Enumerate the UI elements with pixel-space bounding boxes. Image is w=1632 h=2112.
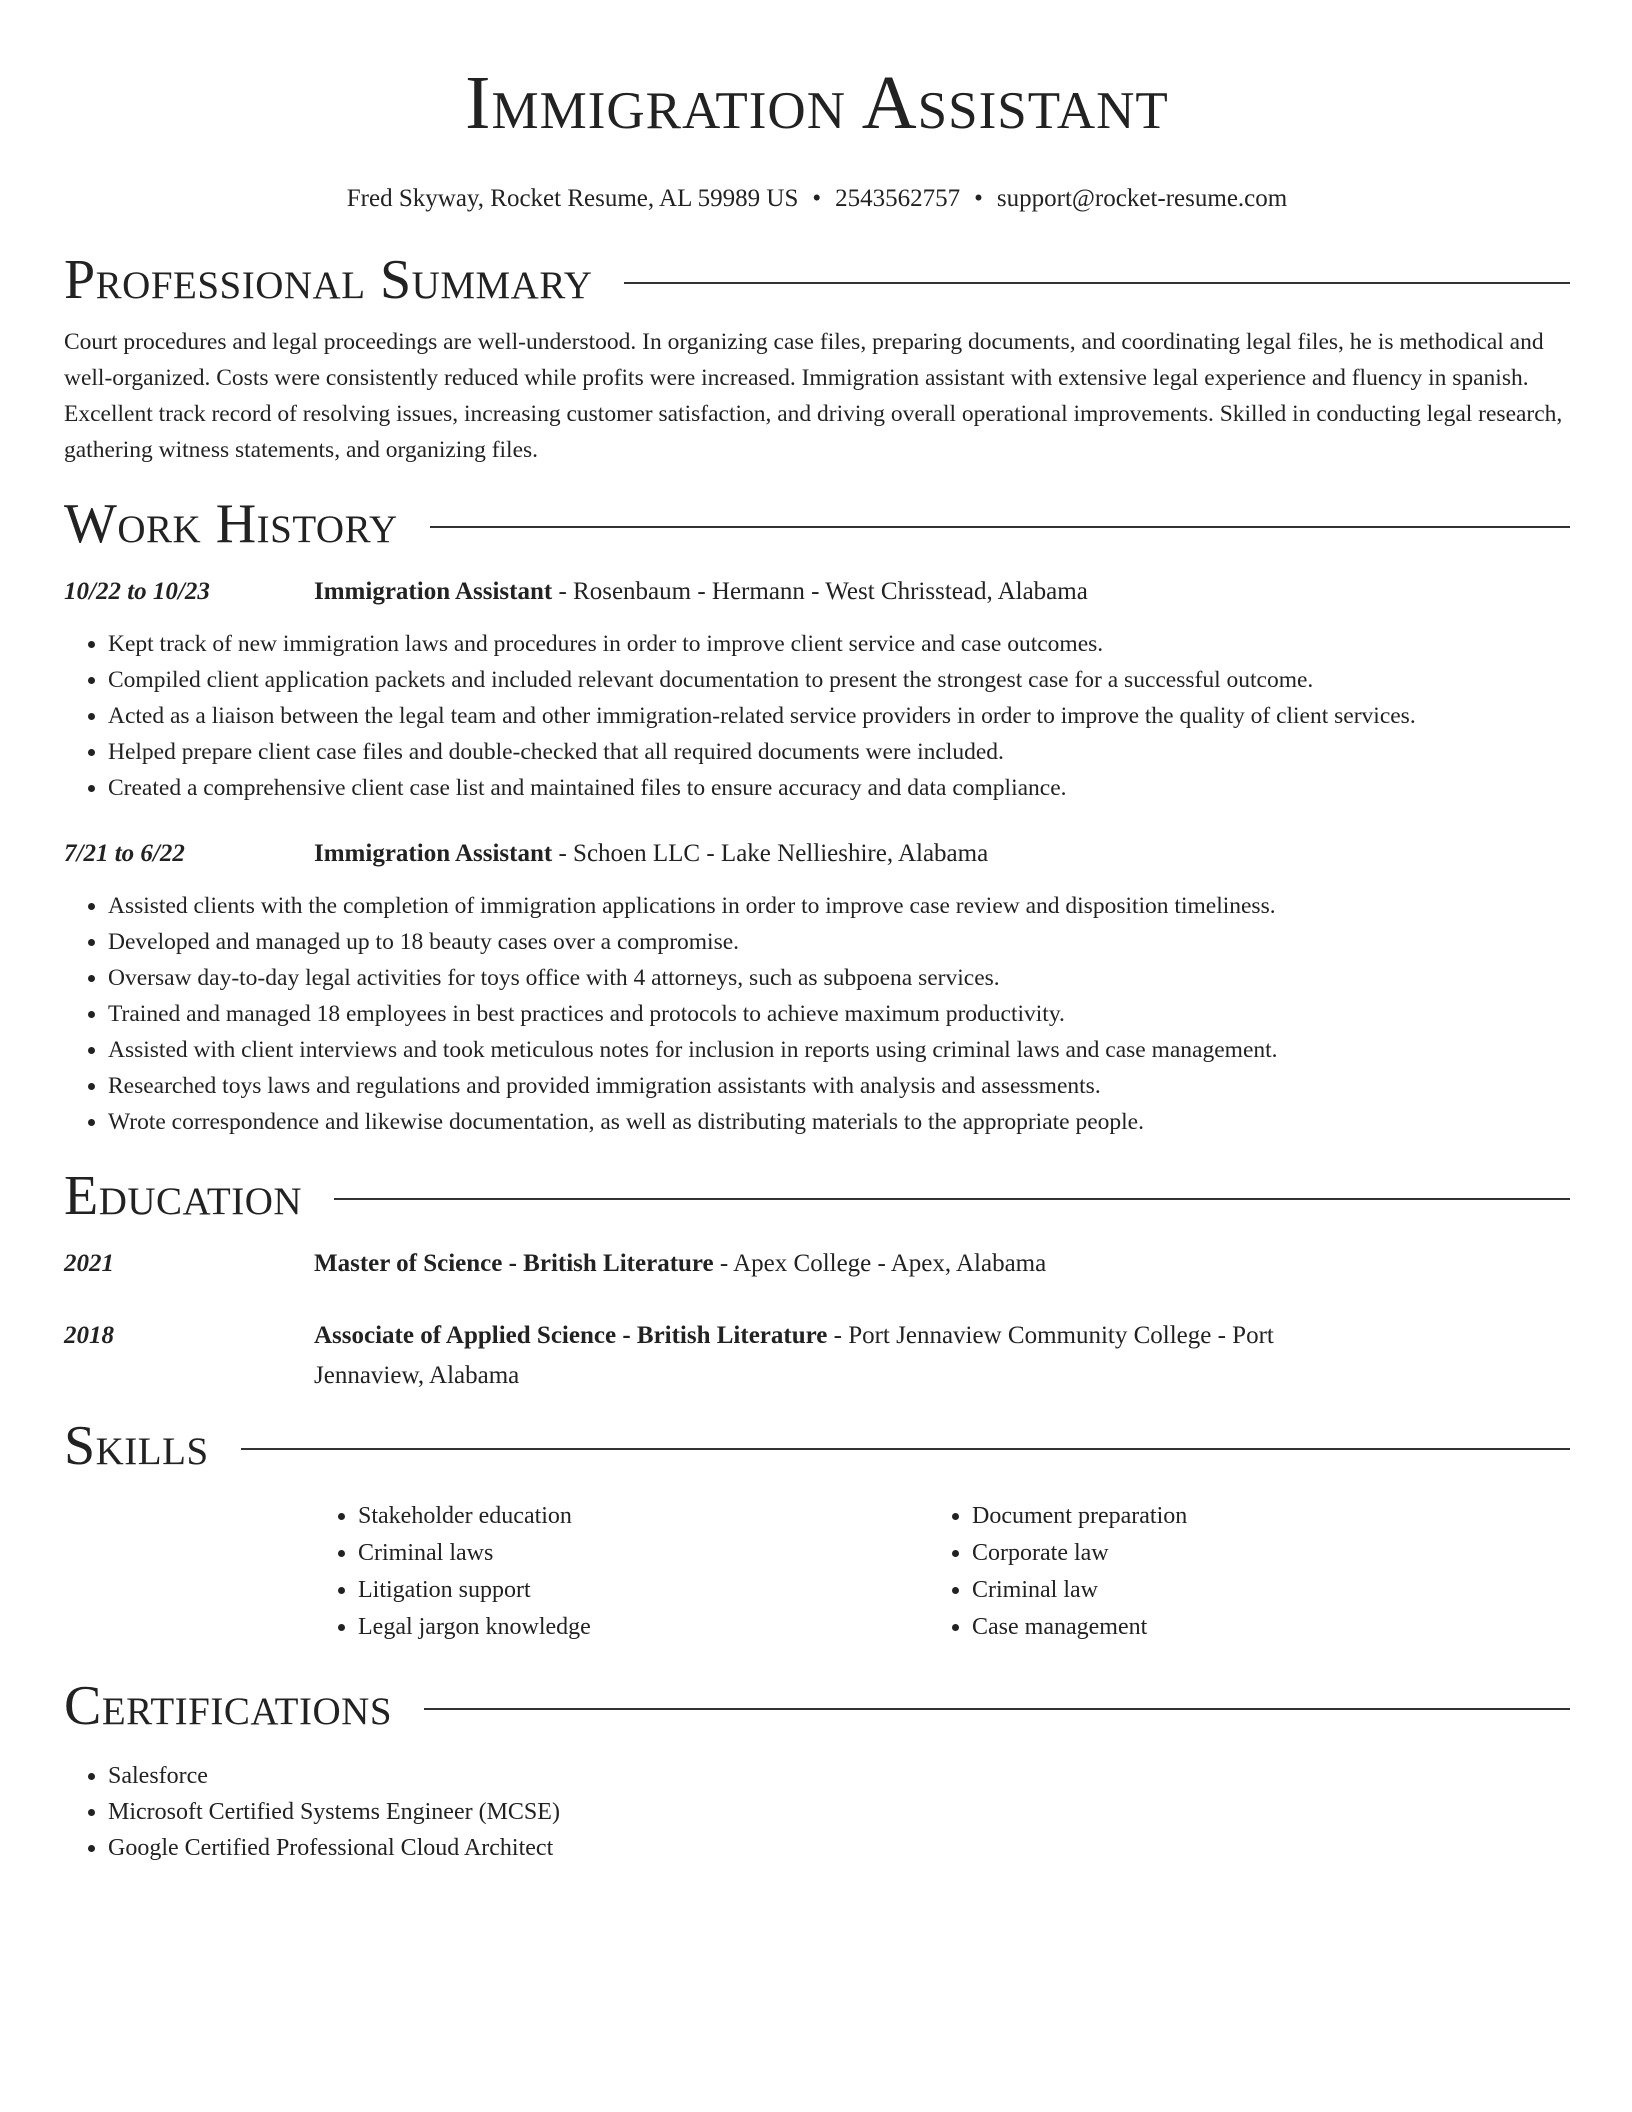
education-entry	[64, 1246, 1570, 1282]
education-details: - Port Jennaview Community College - Port Jennaview, Alabama	[314, 1322, 1274, 1389]
list-item: • Kept track of new immigration laws and procedures in order to improve client service and case outcomes.	[108, 626, 1570, 662]
list-item: • Google Certified Professional Cloud Architect	[108, 1830, 1570, 1866]
job-details: - Schoen LLC - Lake Nellieshire, Alabama	[552, 840, 989, 867]
list-item: • Acted as a liaison between the legal team and other immigration-related service providers in order to improve the quality of client services.	[108, 698, 1570, 734]
education-section-header	[64, 1164, 1570, 1228]
list-item: • Criminal laws	[358, 1535, 928, 1572]
list-item: • Assisted clients with the completion of immigration applications in order to improve case review and disposition timeliness.	[108, 888, 1570, 924]
work-title-line	[314, 836, 988, 872]
education-line	[314, 1316, 1314, 1396]
section-title: Certifications	[64, 1675, 393, 1737]
work-entry-header	[64, 574, 1570, 610]
skills-list	[314, 1498, 1570, 1646]
contact-separator: •	[812, 185, 822, 212]
summary-text: Court procedures and legal proceedings are well-understood. In organizing case files, preparing documents, and coordinating legal files, he is methodical and well-organized. Costs were consistently reduced while profits were increased. Immigration assistant with extensive legal experience and fluency in spanish. Excellent track record of resolving issues, increasing customer satisfaction, and driving overall operational improvements. Skilled in conducting legal research, gathering witness statements, and organizing files.	[64, 329, 1563, 463]
list-item: • Researched toys laws and regulations and provided immigration assistants with analysis and assessments.	[108, 1068, 1570, 1104]
contact-line	[64, 184, 1570, 214]
contact-email: support@rocket-resume.com	[996, 185, 1288, 212]
list-item: • Legal jargon knowledge	[358, 1609, 928, 1646]
certifications-section-header	[64, 1674, 1570, 1738]
list-item: • Assisted with client interviews and took meticulous notes for inclusion in reports using criminal laws and case management.	[108, 1032, 1570, 1068]
work-entry	[64, 836, 1570, 1140]
job-details: - Rosenbaum - Hermann - West Chrisstead, Alabama	[552, 578, 1088, 605]
section-rule	[334, 1198, 1570, 1200]
section-title: Work History	[64, 493, 398, 555]
work-bullets	[64, 888, 1570, 1140]
work-title-line	[314, 574, 1088, 610]
work-dates: 7/21 to 6/22	[64, 840, 185, 867]
list-item: • Stakeholder education	[358, 1498, 928, 1535]
list-item: • Oversaw day-to-day legal activities for toys office with 4 attorneys, such as subpoena services.	[108, 960, 1570, 996]
list-item: • Developed and managed up to 18 beauty cases over a compromise.	[108, 924, 1570, 960]
work-section-header	[64, 492, 1570, 556]
section-title: Skills	[64, 1415, 209, 1477]
contact-address: Fred Skyway, Rocket Resume, AL 59989 US	[346, 185, 799, 212]
certifications-list	[64, 1758, 1570, 1866]
list-item: • Document preparation	[972, 1498, 1542, 1535]
education-line	[314, 1246, 1046, 1282]
education-year: 2021	[64, 1250, 114, 1277]
list-item: • Trained and managed 18 employees in best practices and protocols to achieve maximum productivity.	[108, 996, 1570, 1032]
job-title: Immigration Assistant	[314, 840, 553, 867]
list-item: • Microsoft Certified Systems Engineer (MCSE)	[108, 1794, 1570, 1830]
work-dates: 10/22 to 10/23	[64, 578, 210, 605]
list-item: • Litigation support	[358, 1572, 928, 1609]
work-entry-header	[64, 836, 1570, 872]
list-item: • Corporate law	[972, 1535, 1542, 1572]
section-rule	[241, 1448, 1570, 1450]
contact-phone: 2543562757	[835, 185, 961, 212]
list-item: • Created a comprehensive client case list and maintained files to ensure accuracy and data compliance.	[108, 770, 1570, 806]
section-title: Education	[64, 1165, 303, 1227]
list-item: • Criminal law	[972, 1572, 1542, 1609]
list-item: • Salesforce	[108, 1758, 1570, 1794]
work-entry	[64, 574, 1570, 806]
education-entry	[64, 1316, 1570, 1396]
job-title: Immigration Assistant	[314, 578, 553, 605]
contact-separator: •	[974, 185, 983, 212]
degree: Associate of Applied Science - British Literature	[314, 1322, 828, 1349]
work-bullets	[64, 626, 1570, 806]
education-year: 2018	[64, 1322, 114, 1349]
skills-section-header	[64, 1414, 1570, 1478]
section-title: Professional Summary	[64, 249, 593, 311]
list-item: • Helped prepare client case files and double-checked that all required documents were included.	[108, 734, 1570, 770]
section-rule	[424, 1708, 1570, 1710]
education-details: - Apex College - Apex, Alabama	[713, 1250, 1047, 1277]
list-item: • Compiled client application packets and included relevant documentation to present the strongest case for a successful outcome.	[108, 662, 1570, 698]
list-item: • Case management	[972, 1609, 1542, 1646]
skills-column-right	[928, 1498, 1542, 1646]
degree: Master of Science - British Literature	[314, 1250, 714, 1277]
section-rule	[624, 282, 1570, 284]
summary-section-header	[64, 248, 1570, 312]
resume-name: Immigration Assistant	[465, 61, 1169, 145]
list-item: • Wrote correspondence and likewise documentation, as well as distributing materials to the appropriate people.	[108, 1104, 1570, 1140]
skills-column-left	[314, 1498, 928, 1646]
section-rule	[430, 526, 1570, 528]
